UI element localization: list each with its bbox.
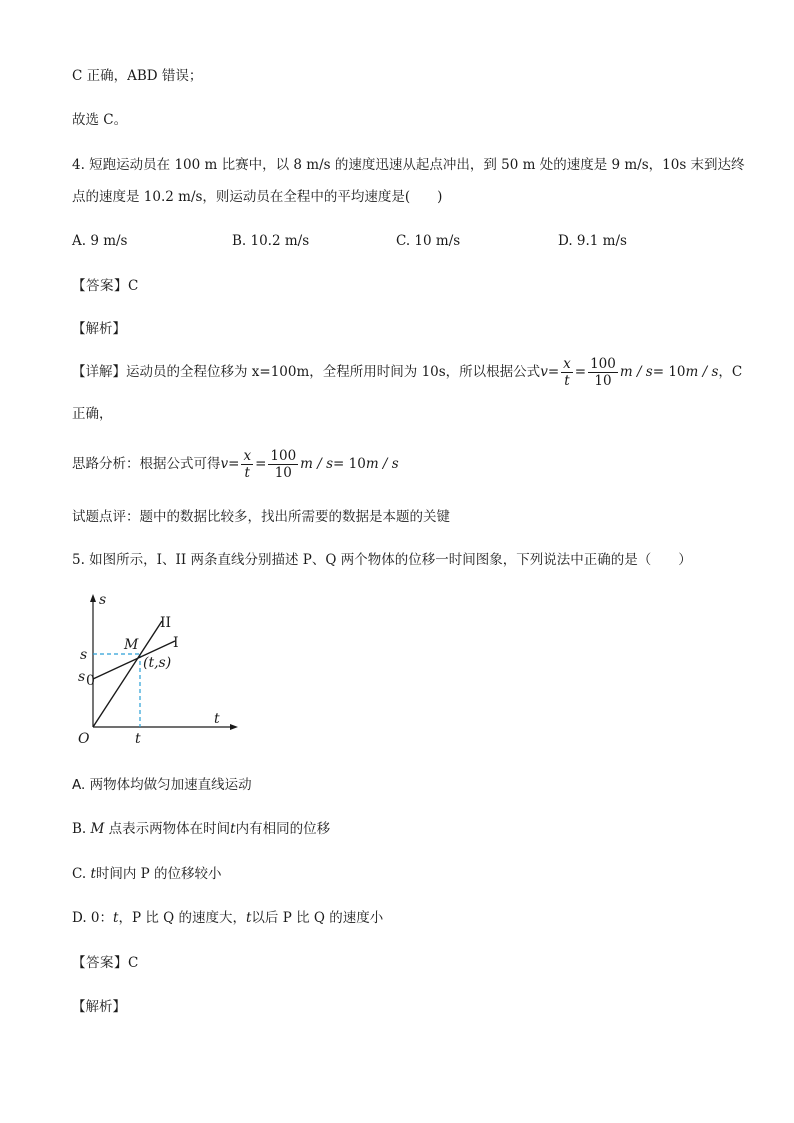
- answer-5-value: C: [128, 955, 139, 971]
- t-axis-label: t: [214, 711, 220, 727]
- detail-text: 运动员的全程位移为 x=100m，全程所用时间为 10s，所以根据公式: [126, 364, 541, 380]
- point-m-label: M: [124, 637, 139, 653]
- idea-formula-num: 100: [270, 448, 297, 464]
- idea-formula-unit-2: m / s: [365, 456, 399, 472]
- s-t-graph: [72, 590, 247, 750]
- q5-b-mid: 点表示两物体在时间: [104, 821, 231, 837]
- q5-d-t1: t: [113, 910, 119, 926]
- formula-x: x: [563, 356, 571, 372]
- detail-tag: 【详解】: [72, 364, 126, 380]
- formula-unit-2: m / s: [685, 364, 719, 380]
- line-I-label: I: [173, 635, 179, 651]
- q5-c-post: 时间内 P 的位移较小: [95, 866, 222, 882]
- q4-option-b: B. 10.2 m/s: [232, 233, 310, 249]
- q5-b-prefix: B.: [72, 821, 91, 837]
- comment-line: 试题点评：题中的数据比较多，找出所需要的数据是本题的关键: [72, 509, 450, 525]
- detail-end: ，C: [718, 364, 743, 380]
- line-conclusion: C 正确，ABD 错误；: [72, 68, 203, 84]
- idea-formula-eq-2: =: [255, 456, 267, 472]
- s-value-label: s: [80, 647, 88, 663]
- question-4-line-2: 点的速度是 10.2 m/s，则运动员在全程中的平均速度是( ): [72, 189, 443, 205]
- formula-eq-2: =: [574, 364, 587, 380]
- formula-x-over-t: [561, 356, 573, 389]
- answer-5: [72, 953, 138, 973]
- s-axis-label: s: [99, 592, 107, 608]
- formula-unit-1: m / s: [619, 364, 653, 380]
- formula-100-over-10: [588, 356, 618, 389]
- formula-den: 10: [594, 373, 612, 389]
- formula-v: v: [540, 364, 548, 380]
- q4-option-d: D. 9.1 m/s: [558, 233, 627, 249]
- answer-4-value: C: [128, 278, 139, 294]
- idea-formula-eq: =: [228, 456, 240, 472]
- s0-label: s: [78, 669, 86, 685]
- idea-formula-v: v: [220, 456, 229, 472]
- s0-subscript: 0: [86, 673, 95, 689]
- answer-tag: 【答案】: [72, 278, 128, 294]
- q5-c-t: t: [90, 866, 96, 882]
- q5-option-b: [72, 819, 330, 839]
- formula-t: t: [564, 373, 570, 389]
- idea-formula-result: = 10: [333, 456, 366, 472]
- idea-formula-den: 10: [274, 465, 292, 481]
- idea-formula-unit-1: m / s: [300, 456, 334, 472]
- q4-option-c: C. 10 m/s: [396, 233, 461, 249]
- idea-formula-x-over-t: [241, 448, 253, 481]
- question-5: 5. 如图所示，I、II 两条直线分别描述 P、Q 两个物体的位移一时间图象，下列说法中正确的是（ ）: [72, 552, 692, 568]
- formula-result: = 10: [652, 364, 686, 380]
- q5-option-c: [72, 864, 222, 884]
- q5-option-d: [72, 908, 383, 928]
- q5-option-a: A. 两物体均做匀加速直线运动: [72, 777, 252, 793]
- idea-text: 思路分析：根据公式可得: [72, 456, 221, 472]
- detail-line-2: 正确，: [72, 406, 113, 422]
- formula-eq: =: [547, 364, 560, 380]
- q5-c-prefix: C.: [72, 866, 91, 882]
- q5-d-t2: t: [245, 910, 252, 926]
- answer-4: [72, 276, 138, 296]
- idea-formula-t: t: [244, 465, 250, 481]
- t-axis-arrow: [230, 724, 238, 730]
- origin-label: O: [78, 731, 90, 747]
- question-4-line-1: 4. 短跑运动员在 100 m 比赛中，以 8 m/s 的速度迅速从起点冲出，到 50 m 处的速度是 9 m/s，10s 末到达终: [72, 157, 745, 173]
- q5-d-prefix: D. 0：: [72, 910, 114, 926]
- analysis-tag-5: 【解析】: [72, 999, 126, 1015]
- s-axis-arrow: [90, 594, 96, 602]
- idea-formula-x: x: [243, 448, 252, 464]
- q5-d-post: 以后 P 比 Q 的速度小: [251, 910, 384, 926]
- line-II-label: II: [160, 615, 172, 631]
- q4-option-a: A. 9 m/s: [72, 233, 128, 249]
- q5-b-post: 内有相同的位移: [235, 821, 331, 837]
- q5-d-mid: ，P 比 Q 的速度大，: [118, 910, 246, 926]
- answer-tag-5: 【答案】: [72, 955, 128, 971]
- analysis-tag-4: 【解析】: [72, 321, 126, 337]
- q5-b-t: t: [230, 821, 236, 837]
- idea-line: [72, 448, 399, 481]
- t-value-label: t: [135, 731, 141, 747]
- q5-b-m: M: [90, 821, 105, 837]
- idea-formula-100-over-10: [268, 448, 298, 481]
- detail-line: [72, 356, 742, 389]
- formula-num: 100: [590, 356, 616, 372]
- line-choice: 故选 C。: [72, 112, 128, 128]
- point-coord-label: (t,s): [143, 655, 172, 671]
